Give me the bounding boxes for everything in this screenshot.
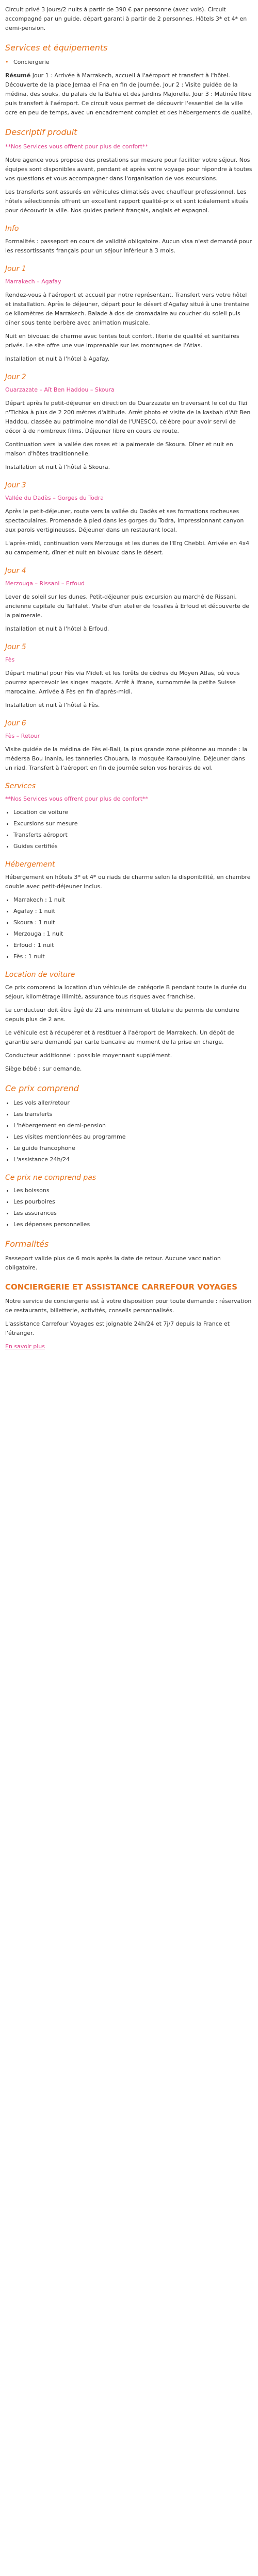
info-title: Info	[5, 225, 19, 233]
day-subtitle: Merzouga – Rissani – Erfoud	[5, 580, 85, 587]
list-item: • Le guide francophone	[13, 1144, 253, 1153]
list-item: • Fès : 1 nuit	[13, 952, 253, 961]
list-item: • Marrakech : 1 nuit	[13, 895, 253, 905]
day-title: Jour 4	[5, 567, 26, 575]
prix-not-list	[5, 1186, 253, 1229]
list-item: • Les boissons	[13, 1186, 253, 1195]
location-title: Location de voiture	[5, 971, 75, 979]
day-paragraph: Installation et nuit à l'hôtel à Agafay.	[5, 355, 109, 362]
descriptif-paragraph: Les transferts sont assurés en véhicules climatisés avec chauffeur professionnel. Les hôtels sélectionnés offrent un excellent rapport qualité-prix et sont idéalement situés pour découvrir la ville. Nos guides parlent français, anglais et espagnol.	[5, 189, 249, 214]
day-paragraph: Départ matinal pour Fès via Midelt et les forêts de cèdres du Moyen Atlas, où vous pourrez apercevoir les singes magots. Arrêt à Ifrane, surnommée la petite Suisse marocaine. Arrivée à Fès en fin d'après-midi.	[5, 670, 240, 695]
list-item: • Guides certifiés	[13, 842, 253, 851]
list-item: • Skoura : 1 nuit	[13, 918, 253, 927]
services-list	[5, 808, 253, 851]
list-item: • L'hébergement en demi-pension	[13, 1121, 253, 1130]
prix-not-title: Ce prix ne comprend pas	[5, 1174, 96, 1182]
list-item: • Les vols aller/retour	[13, 1098, 253, 1108]
list-item: • L'assistance 24h/24	[13, 1155, 253, 1164]
resume-text: Jour 1 : Arrivée à Marrakech, accueil à l'aéroport et transfert à l'hôtel. Découverte de la place Jemaa el Fna en fin de journée. Jour 2 : Visite guidée de la médina, des souks, du palais de la Bahia et des jardins Majorelle. Jour 3 : Matinée libre puis transfert à l'aéroport. Ce circuit vous permet de découvrir l'essentiel de la ville ocre en peu de temps, avec un encadrement complet et des hébergements de qualité.	[5, 72, 253, 116]
day-paragraph: Lever de soleil sur les dunes. Petit-déjeuner puis excursion au marché de Rissani, ancienne capitale du Tafilalet. Visite d'un atelier de fossiles à Erfoud et découverte de la palmeraie.	[5, 594, 250, 619]
list-item: • Les pourboires	[13, 1197, 253, 1207]
descriptif-subtitle: **Nos Services vous offrent pour plus de confort**	[5, 143, 149, 150]
list-item: • Excursions sur mesure	[13, 819, 253, 828]
services-section-subtitle: **Nos Services vous offrent pour plus de confort**	[5, 795, 149, 802]
bullet-icon: •	[5, 59, 9, 65]
day-paragraph: Après le petit-déjeuner, route vers la vallée du Dadès et ses formations rocheuses spectaculaires. Promenade à pied dans les gorges du Todra, impressionnant canyon aux parois vertigineuses. Déjeuner dans un restaurant local.	[5, 508, 244, 533]
day-paragraph: Installation et nuit à l'hôtel à Erfoud.	[5, 625, 109, 632]
prix-list	[5, 1098, 253, 1164]
list-item: • Les transferts	[13, 1110, 253, 1119]
location-paragraph: Le conducteur doit être âgé de 21 ans minimum et titulaire du permis de conduire depuis plus de 2 ans.	[5, 1007, 239, 1023]
conciergerie-title: CONCIERGERIE ET ASSISTANCE CARREFOUR VOYAGES	[5, 1282, 238, 1292]
descriptif-paragraph: Notre agence vous propose des prestations sur mesure pour faciliter votre séjour. Nos équipes sont disponibles avant, pendant et après votre voyage pour répondre à toutes vos questions et vous accompagner dans l'organisation de vos excursions.	[5, 157, 252, 182]
prix-title: Ce prix comprend	[5, 1083, 79, 1093]
list-item: • Erfoud : 1 nuit	[13, 941, 253, 950]
services-title: Services et équipements	[5, 43, 108, 53]
day-paragraph: Visite guidée de la médina de Fès el-Bali, la plus grande zone piétonne au monde : la médersa Bou Inania, les tanneries Chouara, la mosquée Karaouiyine. Déjeuner dans un riad. Transfert à l'aéroport en fin de journée selon vos horaires de vol.	[5, 746, 248, 771]
list-item: • Location de voiture	[13, 808, 253, 817]
day-title: Jour 2	[5, 373, 26, 381]
day-paragraph: Continuation vers la vallée des roses et la palmeraie de Skoura. Dîner et nuit en maison d'hôtes traditionnelle.	[5, 441, 233, 457]
conciergerie-paragraph: L'assistance Carrefour Voyages est joignable 24h/24 et 7j/7 depuis la France et l'étranger.	[5, 1320, 230, 1336]
list-item: • Merzouga : 1 nuit	[13, 929, 253, 939]
day-paragraph: L'après-midi, continuation vers Merzouga et les dunes de l'Erg Chebbi. Arrivée en 4x4 au campement, dîner et nuit en bivouac dans le désert.	[5, 540, 250, 556]
conciergerie-paragraph: Notre service de conciergerie est à votre disposition pour toute demande : réservation de restaurants, billetterie, activités, conseils personnalisés.	[5, 1298, 252, 1314]
services-item: • Conciergerie	[5, 58, 253, 67]
day-title: Jour 3	[5, 481, 26, 489]
location-paragraph: Ce prix comprend la location d'un véhicule de catégorie B pendant toute la durée du séjour, kilométrage illimité, assurance tous risques avec franchise.	[5, 984, 247, 1000]
list-item: • Les dépenses personnelles	[13, 1220, 253, 1229]
day-subtitle: Fès	[5, 656, 15, 663]
day-subtitle: Ouarzazate – Aït Ben Haddou – Skoura	[5, 386, 115, 393]
resume	[5, 71, 253, 117]
list-item: • Les visites mentionnées au programme	[13, 1132, 253, 1142]
services-section-title: Services	[5, 782, 36, 790]
hebergement-title: Hébergement	[5, 860, 55, 869]
day-paragraph: Installation et nuit à l'hôtel à Skoura.	[5, 464, 110, 470]
intro-text: Circuit privé 3 jours/2 nuits à partir de 390 € par personne (avec vols). Circuit accompagné par un guide, départ garanti à partir de 2 personnes. Hôtels 3* et 4* en demi-pension.	[5, 6, 247, 31]
list-item: • Transferts aéroport	[13, 831, 253, 840]
day-subtitle: Fès – Retour	[5, 733, 40, 739]
day-subtitle: Vallée du Dadès – Gorges du Todra	[5, 495, 104, 501]
formalites-title: Formalités	[5, 1239, 49, 1249]
day-paragraph: Départ après le petit-déjeuner en direction de Ouarzazate en traversant le col du Tizi n'Tichka à plus de 2 200 mètres d'altitude. Arrêt photo et visite de la kasbah d'Aït Ben Haddou, classée au patrimoine mondial de l'UNESCO, célèbre pour avoir servi de décor à de nombreux films. Déjeuner libre en cours de route.	[5, 400, 251, 434]
hebergement-list	[5, 895, 253, 961]
info-text: Formalités : passeport en cours de validité obligatoire. Aucun visa n'est demandé pour les ressortissants français pour un séjour inférieur à 3 mois.	[5, 238, 252, 254]
day-title: Jour 1	[5, 265, 26, 273]
hebergement-text: Hébergement en hôtels 3* et 4* ou riads de charme selon la disponibilité, en chambre double avec petit-déjeuner inclus.	[5, 874, 251, 890]
location-paragraph: Siège bébé : sur demande.	[5, 1065, 82, 1072]
descriptif-title: Descriptif produit	[5, 127, 77, 137]
list-item: • Agafay : 1 nuit	[13, 907, 253, 916]
location-paragraph: Le véhicule est à récupérer et à restituer à l'aéroport de Marrakech. Un dépôt de garantie sera demandé par carte bancaire au moment de la prise en charge.	[5, 1029, 235, 1045]
day-paragraph: Installation et nuit à l'hôtel à Fès.	[5, 702, 100, 708]
day-paragraph: Nuit en bivouac de charme avec tentes tout confort, literie de qualité et sanitaires privés. Le site offre une vue imprenable sur les montagnes de l'Atlas.	[5, 333, 239, 349]
day-paragraph: Rendez-vous à l'aéroport et accueil par notre représentant. Transfert vers votre hôtel et installation. Après le déjeuner, départ pour le désert d'Agafay situé à une trentaine de kilomètres de Marrakech. Balade à dos de dromadaire au coucher du soleil puis dîner sous tente berbère avec animation musicale.	[5, 292, 250, 326]
list-item: • Les assurances	[13, 1209, 253, 1218]
conciergerie-link[interactable]: En savoir plus	[5, 1343, 45, 1350]
resume-label: Résumé	[5, 72, 31, 79]
day-title: Jour 6	[5, 719, 26, 727]
formalites-text: Passeport valide plus de 6 mois après la date de retour. Aucune vaccination obligatoire.	[5, 1255, 221, 1271]
day-subtitle: Marrakech – Agafay	[5, 278, 61, 285]
day-title: Jour 5	[5, 643, 26, 651]
location-paragraph: Conducteur additionnel : possible moyennant supplément.	[5, 1052, 172, 1059]
